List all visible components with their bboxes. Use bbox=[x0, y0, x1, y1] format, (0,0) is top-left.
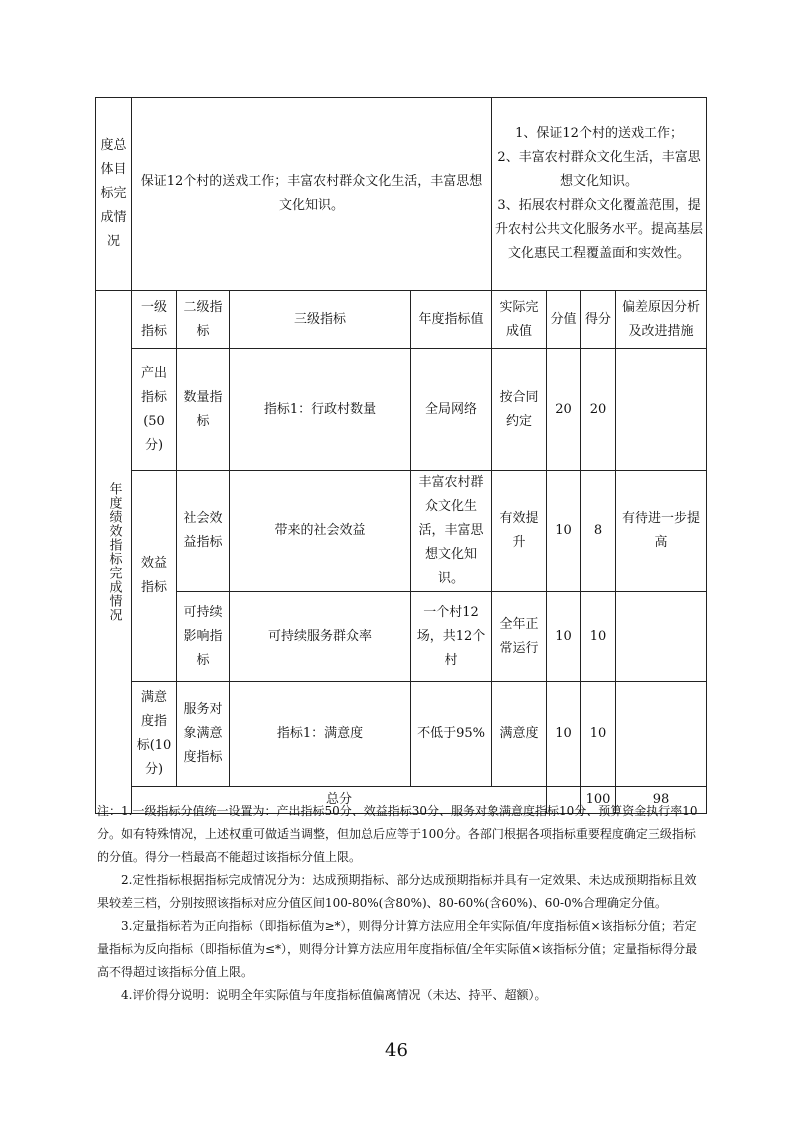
header-level3: 三级指标 bbox=[230, 291, 411, 349]
note-2: 2.定性指标根据指标完成情况分为：达成预期指标、部分达成预期指标并具有一定效果、未达成预期指标且效果较差三档，分别按照该指标对应分值区间100-80%(含80%)、80-60%(含60%)、60-0%合理确定分值。 bbox=[97, 873, 697, 910]
header-reason: 偏差原因分析及改进措施 bbox=[616, 291, 707, 349]
header-level1: 一级指标 bbox=[132, 291, 177, 349]
header-actual: 实际完成值 bbox=[492, 291, 547, 349]
actual-cell: 满意度 bbox=[492, 682, 547, 787]
goal-actual-item: 3、拓展农村群众文化覆盖范围，提升农村公共文化服务水平。提高基层文化惠民工程覆盖面和实效性。 bbox=[495, 198, 704, 261]
level2-cell: 服务对象满意度指标 bbox=[177, 682, 230, 787]
score-value-cell: 20 bbox=[547, 349, 581, 471]
total-score-value: 100 bbox=[581, 787, 616, 814]
target-cell: 一个村12场，共12个村 bbox=[411, 592, 492, 682]
header-score-value: 分值 bbox=[547, 291, 581, 349]
goal-actual-item: 2、丰富农村群众文化生活，丰富思想文化知识。 bbox=[497, 150, 701, 189]
score-value-cell: 10 bbox=[547, 682, 581, 787]
notes bbox=[97, 800, 707, 1007]
reason-cell: 有待进一步提高 bbox=[616, 471, 707, 592]
level2-cell: 可持续影响指标 bbox=[177, 592, 230, 682]
table-row bbox=[96, 592, 707, 682]
header-row bbox=[96, 291, 707, 349]
level2-cell: 数量指标 bbox=[177, 349, 230, 471]
actual-cell: 全年正常运行 bbox=[492, 592, 547, 682]
actual-cell: 有效提升 bbox=[492, 471, 547, 592]
indicator-section-label: 年度绩效指标完成情况 bbox=[96, 291, 132, 814]
table-row bbox=[96, 349, 707, 471]
reason-cell bbox=[616, 682, 707, 787]
score-cell: 8 bbox=[581, 471, 616, 592]
table-row bbox=[96, 471, 707, 592]
goal-row bbox=[96, 98, 707, 291]
level3-cell: 指标1：满意度 bbox=[230, 682, 411, 787]
level1-cell: 效益指标 bbox=[132, 471, 177, 682]
score-cell: 20 bbox=[581, 349, 616, 471]
level2-cell: 社会效益指标 bbox=[177, 471, 230, 592]
page-number: 46 bbox=[385, 1040, 408, 1061]
goal-actual bbox=[492, 98, 707, 291]
level1-cell: 产出指标(50分) bbox=[132, 349, 177, 471]
score-value-cell: 10 bbox=[547, 592, 581, 682]
total-score: 98 bbox=[616, 787, 707, 814]
reason-cell bbox=[616, 349, 707, 471]
actual-cell: 按合同约定 bbox=[492, 349, 547, 471]
performance-table bbox=[95, 97, 707, 814]
goal-planned: 保证12个村的送戏工作；丰富农村群众文化生活，丰富思想文化知识。 bbox=[132, 98, 492, 291]
total-label: 总分 bbox=[132, 787, 547, 814]
header-level2: 二级指标 bbox=[177, 291, 230, 349]
level3-cell: 可持续服务群众率 bbox=[230, 592, 411, 682]
level3-cell: 带来的社会效益 bbox=[230, 471, 411, 592]
target-cell: 全局网络 bbox=[411, 349, 492, 471]
score-cell: 10 bbox=[581, 592, 616, 682]
header-target: 年度指标值 bbox=[411, 291, 492, 349]
note-4: 4.评价得分说明：说明全年实际值与年度指标值偏离情况（未达、持平、超额）。 bbox=[121, 988, 547, 1002]
note-1: 注：1.一级指标分值统一设置为：产出指标50分、效益指标30分、服务对象满意度指标10分、预算资金执行率10分。如有特殊情况，上述权重可做适当调整，但加总后应等于100分。各部门根据各项指标重要程度确定三级指标的分值。得分一档最高不能超过该指标分值上限。 bbox=[97, 804, 698, 864]
table-row bbox=[96, 682, 707, 787]
level1-cell: 满意度指标(10分) bbox=[132, 682, 177, 787]
reason-cell bbox=[616, 592, 707, 682]
score-cell: 10 bbox=[581, 682, 616, 787]
header-score: 得分 bbox=[581, 291, 616, 349]
target-cell: 丰富农村群众文化生活，丰富思想文化知识。 bbox=[411, 471, 492, 592]
goal-actual-item: 1、保证12个村的送戏工作； bbox=[515, 126, 683, 141]
note-3: 3.定量指标若为正向指标（即指标值为≥*），则得分计算方法应用全年实际值/年度指标值×该指标分值；若定量指标为反向指标（即指标值为≤*），则得分计算方法应用年度指标值/全年实际值×该指标分值；定量指标得分最高不得超过该指标分值上限。 bbox=[97, 919, 698, 979]
target-cell: 不低于95% bbox=[411, 682, 492, 787]
score-value-cell: 10 bbox=[547, 471, 581, 592]
goal-section-label: 度总体目标完成情况 bbox=[96, 98, 132, 291]
level3-cell: 指标1：行政村数量 bbox=[230, 349, 411, 471]
